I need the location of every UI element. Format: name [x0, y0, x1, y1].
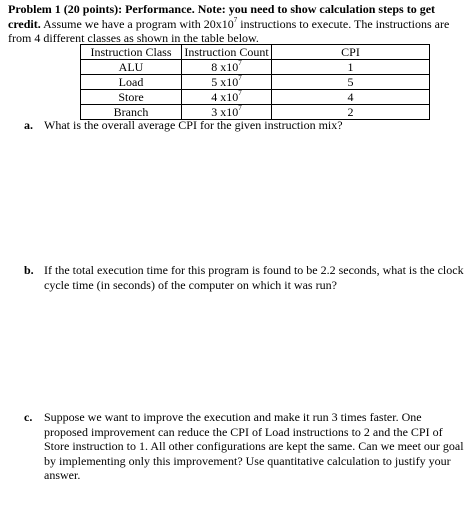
intro-text-post: instructions to execute. The instructions are from 4 different classes as shown in the table below.	[8, 16, 450, 45]
cell-count: 4 $x10^7$	[182, 90, 272, 105]
table-header-row	[81, 45, 430, 60]
table-row	[81, 90, 430, 105]
cell-count: 3 $x10^7$	[182, 105, 272, 120]
problem-intro	[8, 2, 468, 46]
question-letter: a.	[24, 118, 33, 132]
header-instruction-count: Instruction Count	[182, 45, 272, 60]
header-cpi: CPI	[272, 45, 430, 60]
intro-text-pre: Assume we have a program with 20x10	[43, 16, 234, 31]
cell-count: 8 $x10^7$	[182, 60, 272, 75]
problem-heading: Problem 1 (20 points): Performance. Note: you need to show calculation steps to get credit.	[8, 2, 436, 31]
cell-count: 5 $x10^7$	[182, 75, 272, 90]
question-text: What is the overall average CPI for the given instruction mix?	[44, 118, 343, 132]
cell-class: Branch	[81, 105, 182, 120]
cell-class: ALU	[81, 60, 182, 75]
cell-cpi: 5	[272, 75, 430, 90]
cell-cpi: 4	[272, 90, 430, 105]
header-instruction-class: Instruction Class	[81, 45, 182, 60]
cell-cpi: 2	[272, 105, 430, 120]
intro-exponent: 7	[233, 15, 238, 24]
instruction-class-table	[80, 44, 430, 120]
question-text: Suppose we want to improve the execution and make it run 3 times faster. One proposed improvement can reduce the CPI of Load instructions to 2 and the CPI of Store instruction to 1. All other configurations are kept the same. Can we meet our goal by implementing only this improvement? Use quantitative calculation to justify your answer.	[44, 410, 464, 482]
table-row	[81, 75, 430, 90]
question-letter: c.	[24, 410, 33, 424]
cell-cpi: 1	[272, 60, 430, 75]
cell-class: Load	[81, 75, 182, 90]
table-row	[81, 60, 430, 75]
question-text: If the total execution time for this program is found to be 2.2 seconds, what is the clock cycle time (in seconds) of the computer on which it was run?	[44, 263, 464, 292]
cell-class: Store	[81, 90, 182, 105]
question-letter: b.	[24, 263, 34, 277]
